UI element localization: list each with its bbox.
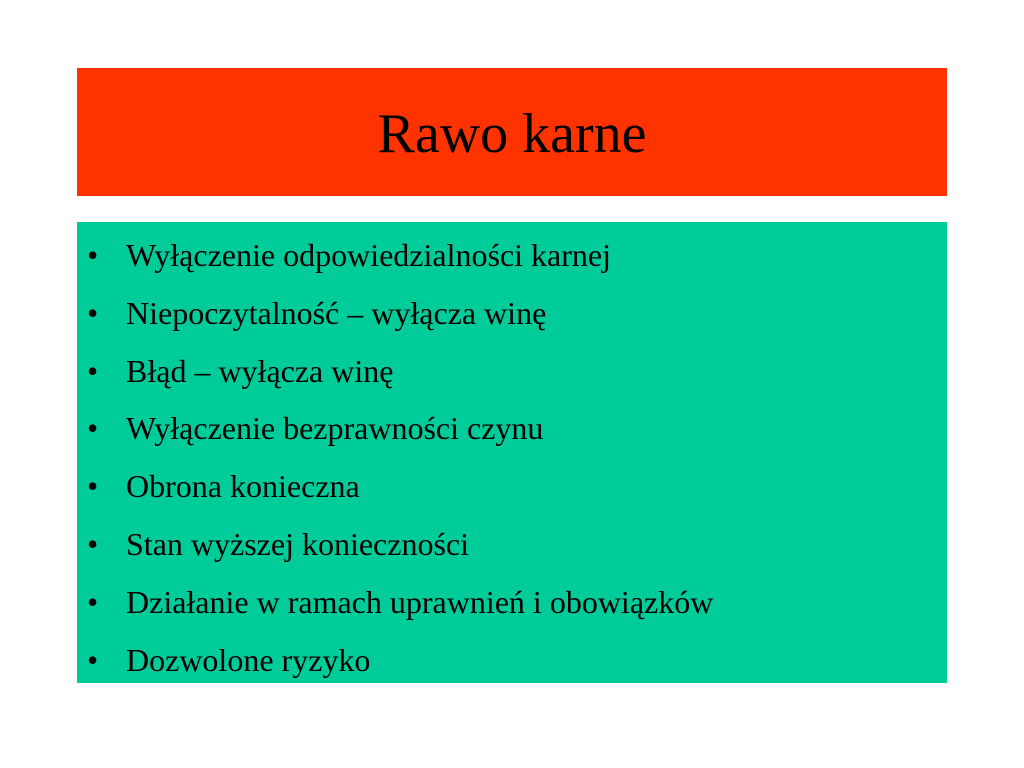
bullet-icon: •: [87, 583, 99, 620]
bullet-icon: •: [87, 294, 99, 331]
bullet-item: [77, 578, 947, 636]
bullet-item: [77, 347, 947, 405]
slide-title: Rawo karne: [377, 103, 647, 165]
bullet-text: Błąd – wyłącza winę: [126, 352, 394, 389]
bullet-text: Stan wyższej konieczności: [126, 525, 469, 562]
bullet-text: Wyłączenie bezprawności czynu: [126, 410, 544, 447]
title-banner: [77, 68, 947, 196]
bullet-text: Działanie w ramach uprawnień i obowiązków: [126, 583, 714, 620]
bullet-text: Dozwolone ryzyko: [126, 641, 371, 678]
bullet-text: Wyłączenie odpowiedzialności karnej: [126, 237, 611, 273]
bullet-icon: •: [87, 525, 99, 562]
bullet-item: [77, 289, 947, 347]
bullet-item: [77, 231, 947, 289]
bullet-icon: •: [87, 237, 99, 273]
bullet-text: Obrona konieczna: [126, 468, 360, 505]
bullet-icon: •: [87, 468, 99, 505]
bullet-item: [77, 462, 947, 520]
bullet-icon: •: [87, 641, 99, 678]
bullet-item: [77, 636, 947, 694]
bullet-icon: •: [87, 352, 99, 389]
bullet-item: [77, 520, 947, 578]
bullet-item: [77, 404, 947, 462]
bullet-list: [77, 231, 947, 693]
bullet-text: Niepoczytalność – wyłącza winę: [126, 294, 547, 331]
bullet-icon: •: [87, 410, 99, 447]
content-panel: [77, 222, 947, 683]
